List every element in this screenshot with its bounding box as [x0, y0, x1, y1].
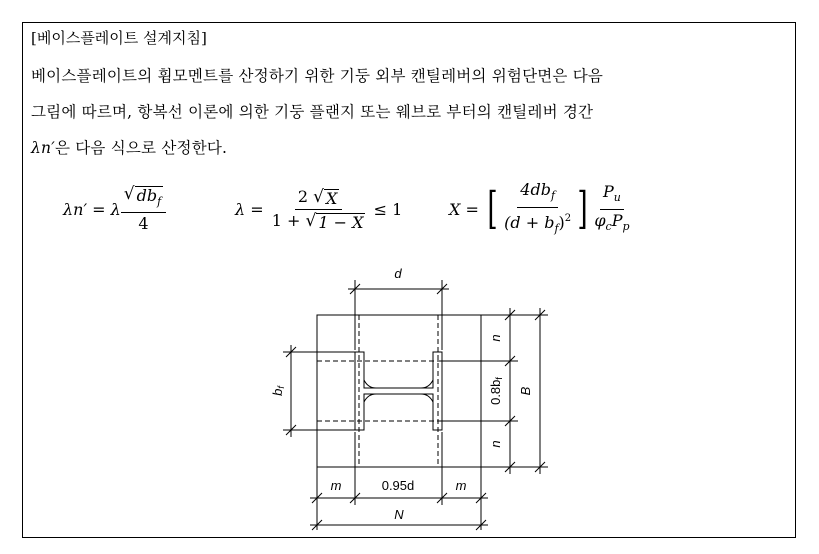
- label-08bf-sub: f: [494, 377, 504, 380]
- formula3-outer-num-sub: u: [613, 190, 621, 204]
- label-m-left: m: [330, 478, 342, 493]
- formula1-num-sub: f: [157, 195, 162, 208]
- formula3-outer-den-b: P: [611, 210, 623, 230]
- formula3-inner-num-sub: f: [550, 188, 556, 202]
- formula3-inner-den-b: ): [558, 212, 565, 232]
- formula2-lhs: λ: [235, 199, 246, 219]
- label-08bf: [488, 377, 504, 405]
- formula1-den: 4: [138, 214, 149, 233]
- formula3-inner-den-sup: 2: [564, 212, 572, 224]
- label-08bf-main: 0.8b: [488, 379, 503, 405]
- formula3-outer-den-b-sub: p: [622, 219, 630, 233]
- left-bracket: [: [487, 183, 498, 234]
- paragraph-line-3-text: 은 다음 식으로 산정한다.: [54, 139, 228, 157]
- label-bf-sub: f: [276, 386, 286, 389]
- formula3-outer-den-a-sub: c: [605, 219, 612, 233]
- label-bf-main: b: [270, 388, 285, 396]
- formula1-fraction: √ $db_f$ 4: [121, 185, 166, 233]
- formula3-inner-num: 4db: [520, 179, 551, 199]
- label-m-right: m: [455, 478, 467, 493]
- label-N: N: [394, 507, 404, 522]
- formula2-num-rad: X: [325, 188, 338, 208]
- label-n-bottom: n: [488, 440, 503, 448]
- label-B: B: [518, 386, 533, 396]
- formula3-outer-den-a: φ: [594, 210, 606, 230]
- formula3-inner-den-a: (d + b: [504, 212, 555, 232]
- paragraph-line-2: 그림에 따르며, 항복선 이론에 의한 기둥 플랜지 또는 웨브로 부터의 캔틸레버 경간: [31, 103, 594, 121]
- fillet-4: [421, 394, 433, 402]
- formula2-num-coef: 2: [297, 186, 309, 206]
- paragraph-line-1: 베이스플레이트의 휨모멘트를 산정하기 위한 기둥 외부 캔틸레버의 위험단면은 다음: [31, 67, 604, 85]
- formula3-inner-den-sub: f: [554, 221, 559, 235]
- label-n-top: n: [488, 334, 503, 342]
- formula2-fraction: 2 √ X 1 + √ 1 − X: [271, 186, 364, 232]
- formula1-num: db: [136, 186, 158, 205]
- formula3-lhs: X: [449, 199, 461, 219]
- fillet-2: [421, 380, 433, 388]
- label-d: d: [394, 266, 402, 281]
- section-heading: [베이스플레이트 설계지침]: [31, 29, 207, 47]
- label-bf: [270, 385, 286, 396]
- formula1-eq: = λ: [87, 199, 121, 219]
- formula1-lhs: λn′: [63, 199, 88, 219]
- formula3-outer-num: P: [602, 181, 614, 201]
- column-h-section: [355, 352, 442, 430]
- formula2-eq: =: [245, 199, 269, 219]
- formula3-eq: =: [460, 199, 484, 219]
- lambda-n-symbol: λn′: [31, 139, 55, 157]
- formula2-den-a: 1 +: [271, 210, 306, 230]
- formula2-den-rad: 1 − X: [318, 212, 364, 232]
- formula2-rel: ≤ 1: [368, 199, 403, 219]
- fillet-1: [364, 380, 376, 388]
- fillet-3: [364, 394, 376, 402]
- label-095d: 0.95d: [381, 478, 415, 493]
- right-bracket: ]: [577, 183, 588, 234]
